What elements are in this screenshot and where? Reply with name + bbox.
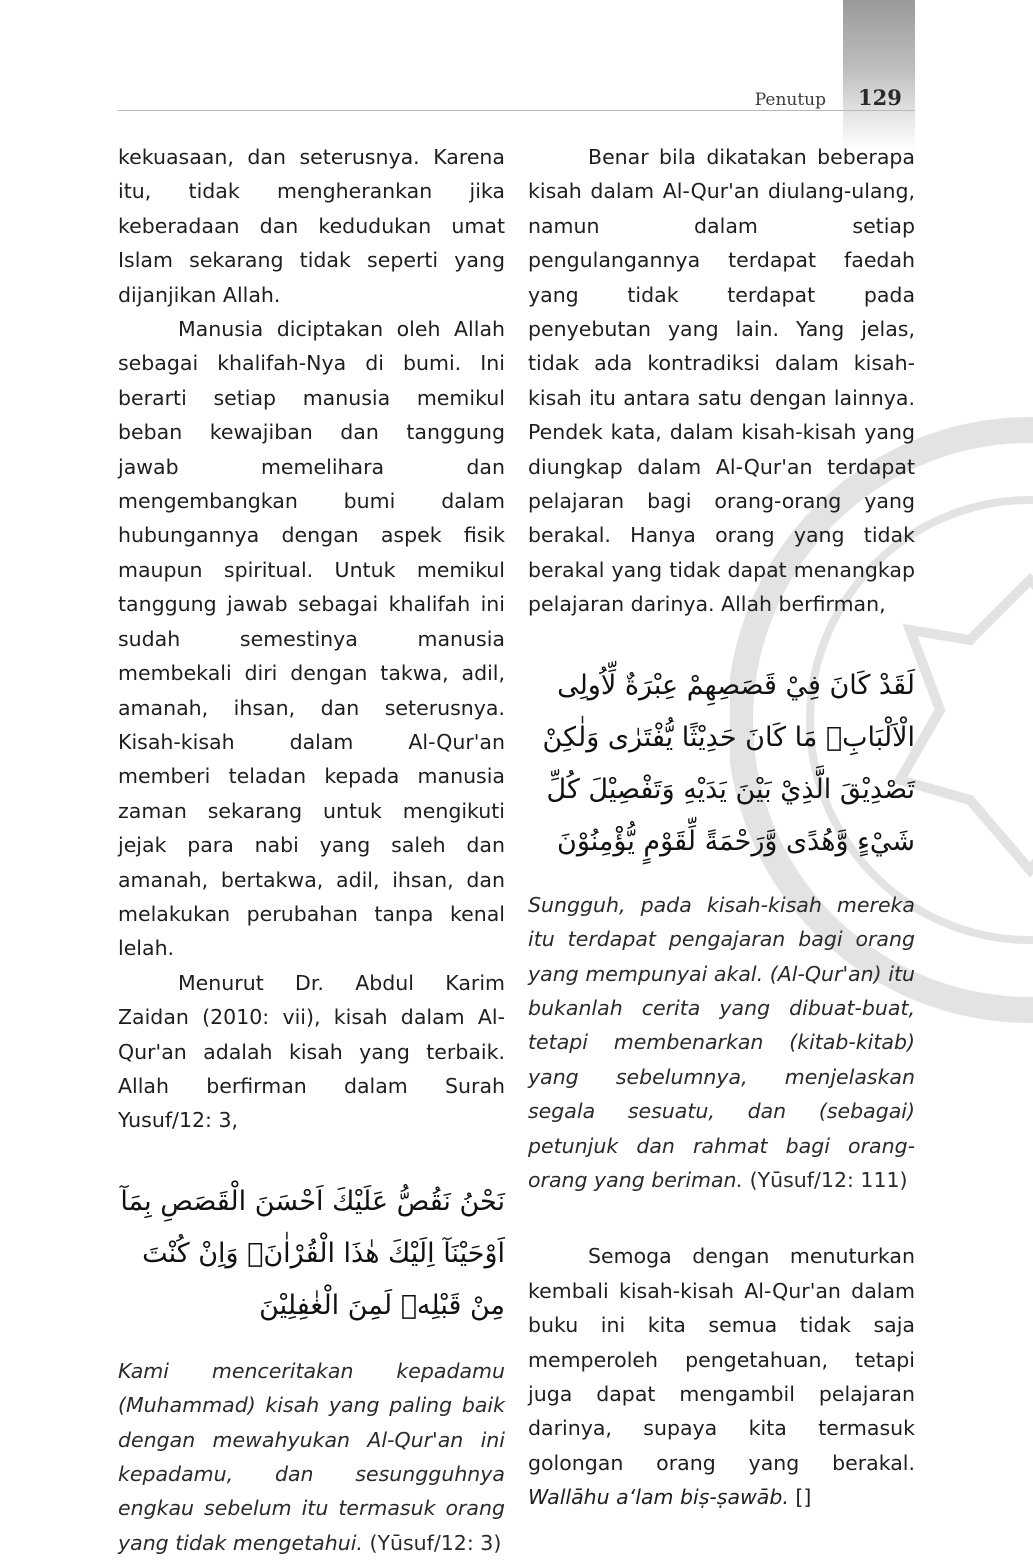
right-column bbox=[528, 140, 915, 1515]
running-head: Penutup bbox=[754, 90, 826, 110]
left-column bbox=[118, 140, 505, 1560]
closing-phrase: Wallāhu a‘lam biṣ-ṣawāb. bbox=[528, 1485, 789, 1510]
closing-paragraph bbox=[528, 1239, 915, 1514]
verse-translation bbox=[118, 1354, 505, 1560]
arabic-verse: نَحْنُ نَقُصُّ عَلَيْكَ اَحْسَنَ الْقَصَصِ بِمَآ اَوْحَيْنَآ اِلَيْكَ هٰذَا الْقُرْاٰنَۖ وَاِنْ كُنْتَ مِنْ قَبْلِهٖ لَمِنَ الْغٰفِلِيْنَ bbox=[120, 1185, 505, 1321]
verse-reference: (Yūsuf/12: 3) bbox=[369, 1530, 502, 1555]
paragraph: Benar bila dikatakan beberapa kisah dalam Al-Qur'an diulang-ulang, namun dalam setiap pengulangannya terdapat faedah yang tidak terdapat pada penyebutan yang lain. Yang jelas, tidak ada kontradiksi dalam kisah-kisah itu antara satu dengan lainnya. Pendek kata, dalam kisah-kisah yang diungkap dalam Al-Qur'an terdapat pelajaran bagi orang-orang yang berakal. Hanya orang yang tidak berakal yang tidak dapat menangkap pelajaran darinya. Allah berfirman, bbox=[528, 145, 915, 617]
paragraph: Menurut Dr. Abdul Karim Zaidan (2010: vii), kisah dalam Al-Qur'an adalah kisah yang terbaik. Allah berfirman dalam Surah Yusuf/12: 3, bbox=[118, 970, 505, 1133]
translation-text: Kami menceritakan kepadamu (Muhammad) kisah yang paling baik dengan mewahyukan Al-Qur'an ini kepadamu, dan sesungguhnya engkau sebelum itu termasuk orang yang tidak mengetahui. bbox=[118, 1358, 505, 1555]
paragraph: kekuasaan, dan seterusnya. Karena itu, tidak mengherankan jika keberadaan dan kedudukan umat Islam sekarang tidak seperti yang dijanjikan Allah. bbox=[118, 145, 505, 307]
verse-translation bbox=[528, 888, 915, 1198]
header-rule bbox=[118, 110, 915, 111]
arabic-verse: لَقَدْ كَانَ فِيْ قَصَصِهِمْ عِبْرَةٌ لِّاُولِى الْاَلْبَابِۗ مَا كَانَ حَدِيْثًا يُّفْتَرٰى وَلٰكِنْ تَصْدِيْقَ الَّذِيْ بَيْنَ يَدَيْهِ وَتَفْصِيْلَ كُلِّ شَيْءٍ وَّهُدًى وَّرَحْمَةً لِّقَوْمٍ يُّؤْمِنُوْنَ bbox=[542, 669, 915, 857]
closing-mark: [] bbox=[795, 1485, 812, 1510]
paragraph: Manusia diciptakan oleh Allah sebagai khalifah-Nya di bumi. Ini berarti setiap manusia memikul beban kewajiban dan tanggung jawab memelihara dan mengembangkan bumi dalam hubungannya dengan aspek fisik maupun spiritual. Untuk memikul tanggung jawab sebagai khalifah ini sudah semestinya manusia membekali diri dengan takwa, adil, amanah, ihsan, dan seterusnya. Kisah-kisah dalam Al-Qur'an memberi teladan kepada manusia zaman sekarang untuk mengikuti jejak para nabi yang saleh dan amanah, bertakwa, adil, ihsan, dan melakukan perubahan tanpa kenal lelah. bbox=[118, 317, 505, 961]
verse-reference: (Yūsuf/12: 111) bbox=[749, 1167, 908, 1192]
page-number: 129 bbox=[858, 85, 902, 110]
closing-text: Semoga dengan menuturkan kembali kisah-kisah Al-Qur'an dalam buku ini kita semua tidak saja memperoleh pengetahuan, tetapi juga dapat mengambil pelajaran darinya, supaya kita termasuk golongan orang yang berakal. bbox=[528, 1244, 915, 1475]
translation-text: Sungguh, pada kisah-kisah mereka itu terdapat pengajaran bagi orang yang mempunyai akal. (Al-Qur'an) itu bukanlah cerita yang dibuat-buat, tetapi membenarkan (kitab-kitab) yang sebelumnya, menjelaskan segala sesuatu, dan (sebagai) petunjuk dan rahmat bagi orang-orang yang beriman. bbox=[528, 892, 915, 1192]
page-tab-marker bbox=[843, 0, 915, 150]
